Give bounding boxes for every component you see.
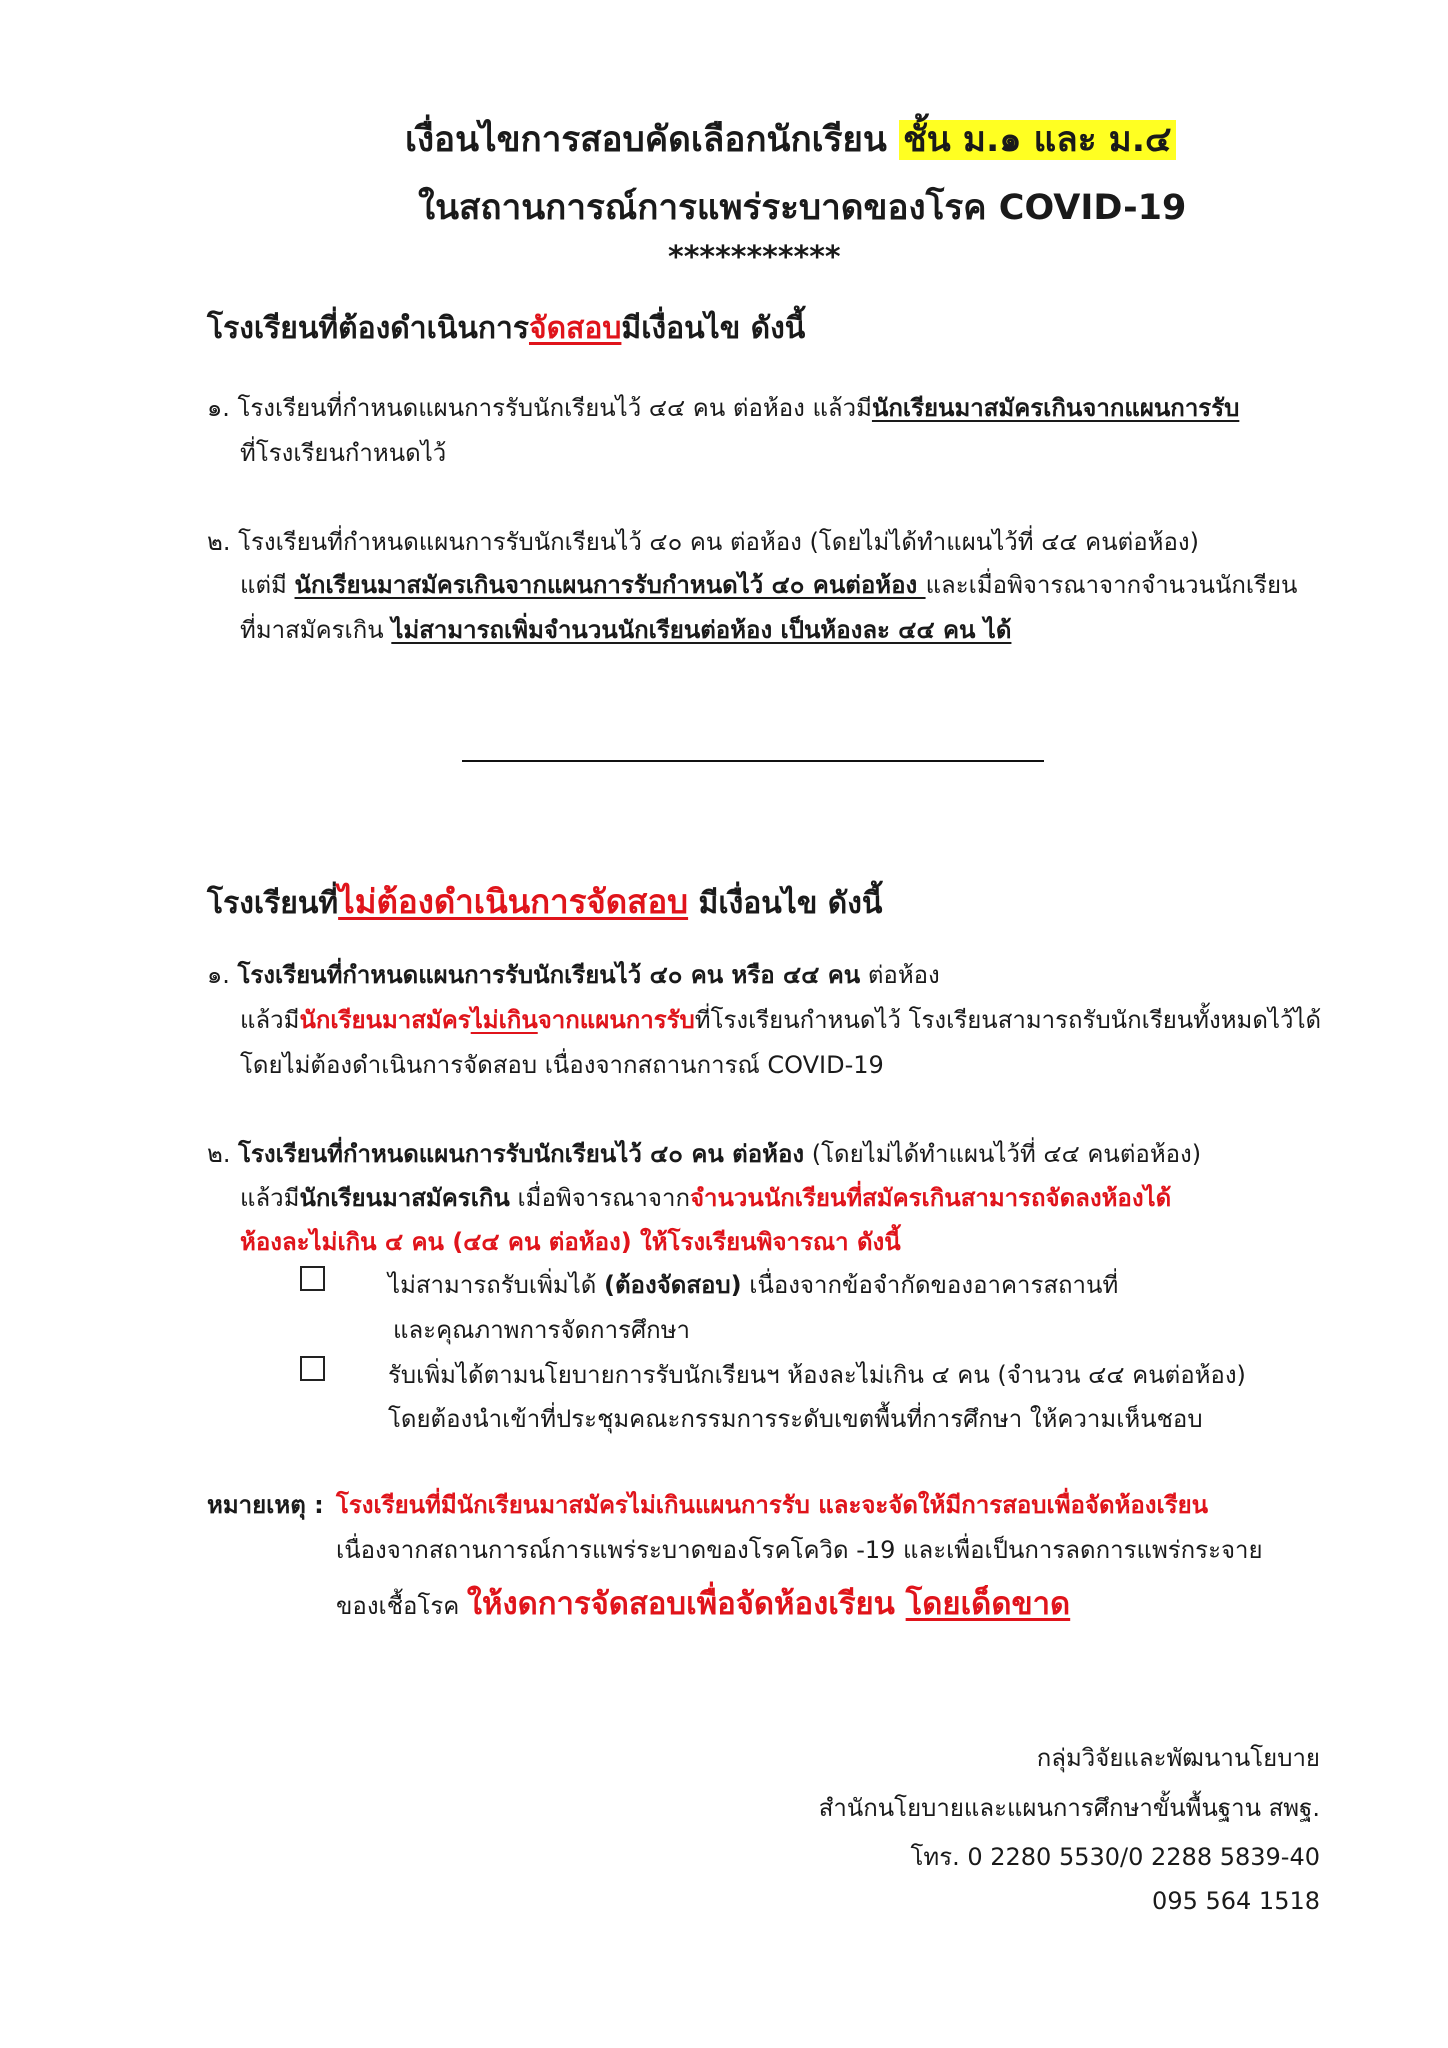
- section-divider: [462, 760, 1044, 762]
- option2-checkbox[interactable]: [300, 1356, 325, 1381]
- title-line1: [405, 112, 1176, 167]
- section2-item2-line1: [207, 1134, 1201, 1173]
- section2-item2-line3: ห้องละไม่เกิน ๔ คน (๔๔ คน ต่อห้อง) ให้โรงเรียนพิจารณา ดังนี้: [240, 1228, 901, 1256]
- section1-item1-line1: [207, 388, 1239, 427]
- footer-line2: สำนักนโยบายและแผนการศึกษาขั้นพื้นฐาน สพฐ.: [818, 1794, 1320, 1822]
- section1-item1-text: ๑. โรงเรียนที่กำหนดแผนการรับนักเรียนไว้ ๔๔ คน ต่อห้อง แล้วมี: [207, 394, 872, 422]
- section2-item1-line3: โดยไม่ต้องดำเนินการจัดสอบ เนื่องจากสถานการณ์ COVID-19: [240, 1051, 884, 1079]
- section2-item2-bold2: นักเรียนมาสมัครเกิน: [299, 1184, 510, 1212]
- option1-line1: [388, 1265, 1118, 1304]
- note-line3-red-underline: โดยเด็ดขาด: [905, 1586, 1071, 1622]
- section2-item1-tail: ต่อห้อง: [860, 961, 940, 989]
- note-line3: [336, 1578, 1070, 1628]
- option1-text: ไม่สามารถรับเพิ่มได้: [388, 1271, 604, 1299]
- note-line2: เนื่องจากสถานการณ์การแพร่ระบาดของโรคโควิด -19 และเพื่อเป็นการลดการแพร่กระจาย: [336, 1536, 1263, 1564]
- section2-item1-red2: จากแผนการรับ: [537, 1006, 695, 1034]
- section2-heading-red: ไม่ต้องดำเนินการจัดสอบ: [338, 882, 689, 921]
- section2-item2-number: ๒.: [207, 1140, 239, 1168]
- section1-item2-emphasis: นักเรียนมาสมัครเกินจากแผนการรับกำหนดไว้ ๔๐ คนต่อห้อง: [294, 571, 926, 599]
- option1-tail: เนื่องจากข้อจำกัดของอาคารสถานที่: [741, 1271, 1119, 1299]
- section2-item2-line2-text: แล้วมี: [240, 1184, 300, 1212]
- section2-item1-line2: [240, 1000, 1321, 1039]
- section2-item2-line2-mid: เมื่อพิจารณาจาก: [509, 1184, 690, 1212]
- option2-line1: รับเพิ่มได้ตามนโยบายการรับนักเรียนฯ ห้องละไม่เกิน ๔ คน (จำนวน ๔๔ คนต่อห้อง): [388, 1361, 1246, 1389]
- section2-item1-bold: โรงเรียนที่กำหนดแผนการรับนักเรียนไว้ ๔๐ คน หรือ ๔๔ คน: [237, 961, 861, 989]
- section1-item1-line2: ที่โรงเรียนกำหนดไว้: [240, 439, 447, 467]
- section2-item1-line2-tail: ที่โรงเรียนกำหนดไว้ โรงเรียนสามารถรับนักเรียนทั้งหมดไว้ได้: [694, 1006, 1322, 1034]
- option1-bold: (ต้องจัดสอบ): [604, 1271, 742, 1299]
- note-line1: โรงเรียนที่มีนักเรียนมาสมัครไม่เกินแผนการรับ และจะจัดให้มีการสอบเพื่อจัดห้องเรียน: [336, 1491, 1209, 1519]
- section2-heading: [207, 875, 882, 928]
- section1-item2-line1: ๒. โรงเรียนที่กำหนดแผนการรับนักเรียนไว้ ๔๐ คน ต่อห้อง (โดยไม่ได้ทำแผนไว้ที่ ๔๔ คนต่อห้อง): [207, 528, 1199, 556]
- section2-item1-line2-text: แล้วมี: [240, 1006, 300, 1034]
- option2-line2: โดยต้องนำเข้าที่ประชุมคณะกรรมการระดับเขตพื้นที่การศึกษา ให้ความเห็นชอบ: [388, 1405, 1203, 1433]
- option1-checkbox[interactable]: [300, 1266, 325, 1291]
- section2-item2-tail: (โดยไม่ได้ทำแผนไว้ที่ ๔๔ คนต่อห้อง): [804, 1140, 1202, 1168]
- option1-line2: และคุณภาพการจัดการศึกษา: [393, 1316, 691, 1344]
- section1-heading-red: จัดสอบ: [528, 311, 622, 346]
- section1-item2-line2: [240, 565, 1297, 604]
- section1-item2-tail: และเมื่อพิจารณาจากจำนวนนักเรียน: [925, 571, 1298, 599]
- title-highlight: ชั้น ม.๑ และ ม.๔: [899, 120, 1175, 160]
- title-line2: ในสถานการณ์การแพร่ระบาดของโรค COVID-19: [418, 188, 1187, 228]
- section2-item1-line1: [207, 955, 940, 994]
- footer-line1: กลุ่มวิจัยและพัฒนานโยบาย: [1036, 1744, 1320, 1772]
- note-line3-red: ให้งดการจัดสอบเพื่อจัดห้องเรียน: [466, 1586, 906, 1622]
- section2-item1-red-underline: ไม่เกิน: [470, 1006, 538, 1034]
- section2-item2-line2: [240, 1178, 1171, 1217]
- section1-item2-text: แต่มี: [240, 571, 295, 599]
- section2-heading-text: โรงเรียนที่: [207, 886, 339, 921]
- section1-item1-emphasis: นักเรียนมาสมัครเกินจากแผนการรับ: [871, 394, 1240, 422]
- section1-item2-line3: [240, 610, 1011, 649]
- section2-item1-number: ๑.: [207, 961, 238, 989]
- section2-item1-red1: นักเรียนมาสมัคร: [299, 1006, 471, 1034]
- note-line3-text: ของเชื้อโรค: [336, 1592, 467, 1620]
- section2-item2-bold: โรงเรียนที่กำหนดแผนการรับนักเรียนไว้ ๔๐ คน ต่อห้อง: [238, 1140, 805, 1168]
- note-label: หมายเหตุ :: [207, 1491, 324, 1519]
- title-text: เงื่อนไขการสอบคัดเลือกนักเรียน: [405, 120, 900, 160]
- section1-item2-line3-emphasis: ไม่สามารถเพิ่มจำนวนนักเรียนต่อห้อง เป็นห้องละ ๔๔ คน ได้: [391, 616, 1012, 644]
- title-stars: ***********: [668, 240, 841, 275]
- section2-item2-red: จำนวนนักเรียนที่สมัครเกินสามารถจัดลงห้องได้: [689, 1184, 1172, 1212]
- section1-item2-line3-text: ที่มาสมัครเกิน: [240, 616, 392, 644]
- section2-heading-tail: มีเงื่อนไข ดังนี้: [688, 886, 883, 921]
- section1-heading-text: โรงเรียนที่ต้องดำเนินการ: [207, 311, 529, 346]
- section1-heading: [207, 305, 805, 352]
- footer-line4: 095 564 1518: [1152, 1887, 1320, 1915]
- footer-line3: โทร. 0 2280 5530/0 2288 5839-40: [910, 1843, 1320, 1871]
- section1-heading-tail: มีเงื่อนไข ดังนี้: [621, 311, 806, 346]
